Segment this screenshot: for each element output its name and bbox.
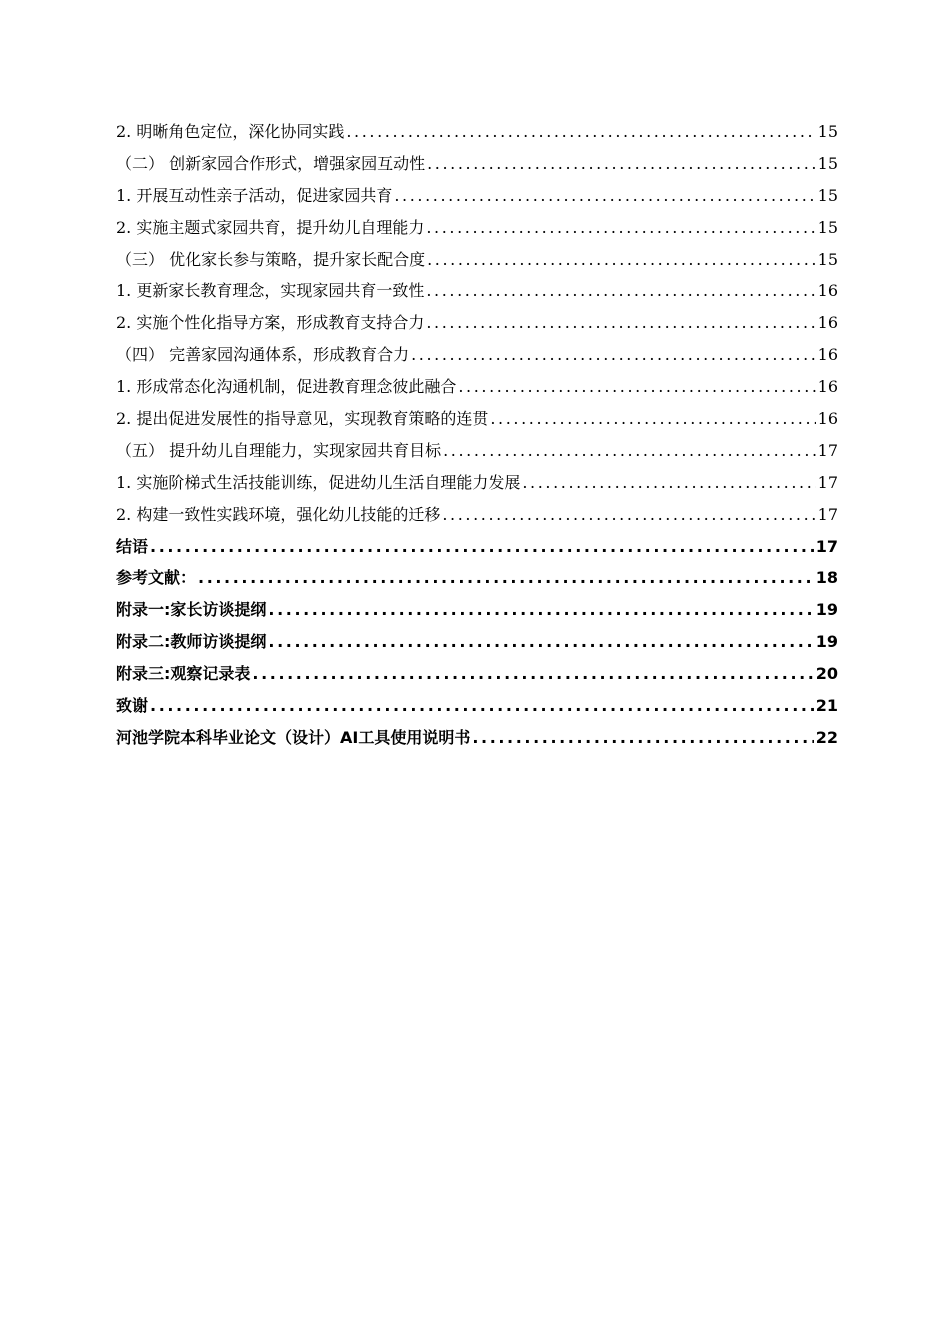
toc-leader-dots	[426, 275, 815, 307]
toc-entry-page: 22	[815, 727, 838, 747]
toc-entry-page: 17	[817, 472, 838, 492]
toc-entry-title: （五） 提升幼儿自理能力，实现家园共育目标	[116, 440, 442, 460]
toc-entry-title: 附录三:观察记录表	[116, 664, 251, 684]
toc-leader-dots	[490, 403, 815, 435]
toc-entry-title: 致谢	[116, 696, 149, 716]
toc-entry[interactable]	[116, 658, 838, 690]
toc-entry-page: 18	[815, 568, 838, 588]
toc-entry[interactable]	[116, 435, 838, 467]
toc-entry[interactable]	[116, 116, 838, 148]
toc-entry[interactable]	[116, 531, 838, 563]
toc-leader-dots	[198, 562, 814, 594]
toc-entry-title: 结语	[116, 536, 149, 556]
toc-entry-page: 16	[817, 313, 838, 333]
toc-entry[interactable]	[116, 275, 838, 307]
toc-entry-title: （四） 完善家园沟通体系，形成教育合力	[116, 345, 410, 365]
toc-entry-title: 1. 实施阶梯式生活技能训练，促进幼儿生活自理能力发展	[116, 472, 521, 492]
toc-leader-dots	[443, 435, 816, 467]
toc-entry[interactable]	[116, 499, 838, 531]
toc-leader-dots	[150, 531, 814, 563]
toc-entry[interactable]	[116, 148, 838, 180]
toc-entry-title: 附录一:家长访谈提纲	[116, 600, 267, 620]
toc-entry-title: 1. 形成常态化沟通机制，促进教育理念彼此融合	[116, 377, 457, 397]
toc-leader-dots	[411, 339, 816, 371]
toc-entry-page: 15	[817, 217, 838, 237]
toc-entry[interactable]	[116, 562, 838, 594]
toc-leader-dots	[268, 626, 813, 658]
toc-entry[interactable]	[116, 626, 838, 658]
toc-entry[interactable]	[116, 212, 838, 244]
toc-entry-page: 21	[815, 696, 838, 716]
toc-leader-dots	[427, 244, 816, 276]
toc-entry[interactable]	[116, 690, 838, 722]
toc-leader-dots	[394, 180, 815, 212]
toc-leader-dots	[458, 371, 815, 403]
toc-entry-title: （三） 优化家长参与策略，提升家长配合度	[116, 249, 426, 269]
toc-leader-dots	[427, 148, 816, 180]
toc-entry[interactable]	[116, 371, 838, 403]
toc-entry[interactable]	[116, 339, 838, 371]
toc-entry-title: 2. 构建一致性实践环境，强化幼儿技能的迁移	[116, 504, 441, 524]
toc-entry-title: 1. 开展互动性亲子活动，促进家园共育	[116, 185, 393, 205]
toc-leader-dots	[472, 722, 813, 754]
table-of-contents	[116, 116, 838, 754]
toc-entry-page: 17	[817, 440, 838, 460]
toc-entry[interactable]	[116, 722, 838, 754]
toc-entry-title: 参考文献：	[116, 568, 197, 588]
toc-entry-page: 15	[817, 153, 838, 173]
toc-entry-title: 2. 实施主题式家园共育，提升幼儿自理能力	[116, 217, 425, 237]
toc-entry-page: 15	[817, 122, 838, 141]
toc-entry-title: 2. 实施个性化指导方案，形成教育支持合力	[116, 313, 425, 333]
toc-entry-title: 附录二:教师访谈提纲	[116, 632, 267, 652]
toc-entry-title: （二） 创新家园合作形式，增强家园互动性	[116, 153, 426, 173]
toc-entry-title: 2. 提出促进发展性的指导意见，实现教育策略的连贯	[116, 409, 489, 429]
toc-entry-page: 17	[817, 504, 838, 524]
toc-entry-page: 15	[817, 249, 838, 269]
toc-entry-title: 河池学院本科毕业论文（设计）AI工具使用说明书	[116, 727, 471, 747]
toc-entry-page: 19	[815, 632, 838, 652]
toc-leader-dots	[522, 467, 815, 499]
toc-leader-dots	[150, 690, 814, 722]
toc-entry-title: 2. 明晰角色定位，深化协同实践	[116, 122, 345, 141]
toc-entry-page: 17	[815, 536, 838, 556]
toc-leader-dots	[252, 658, 813, 690]
toc-entry-page: 16	[817, 281, 838, 301]
toc-leader-dots	[346, 116, 815, 148]
toc-entry[interactable]	[116, 244, 838, 276]
toc-leader-dots	[442, 499, 815, 531]
toc-entry-page: 16	[817, 409, 838, 429]
toc-entry-page: 19	[815, 600, 838, 620]
toc-entry-page: 20	[815, 664, 838, 684]
toc-leader-dots	[268, 594, 813, 626]
toc-leader-dots	[426, 307, 815, 339]
toc-leader-dots	[426, 212, 815, 244]
toc-entry-page: 15	[817, 185, 838, 205]
toc-entry[interactable]	[116, 307, 838, 339]
toc-entry-page: 16	[817, 345, 838, 365]
toc-entry[interactable]	[116, 403, 838, 435]
toc-entry-title: 1. 更新家长教育理念，实现家园共育一致性	[116, 281, 425, 301]
toc-entry-page: 16	[817, 377, 838, 397]
toc-entry[interactable]	[116, 467, 838, 499]
toc-entry[interactable]	[116, 594, 838, 626]
toc-entry[interactable]	[116, 180, 838, 212]
